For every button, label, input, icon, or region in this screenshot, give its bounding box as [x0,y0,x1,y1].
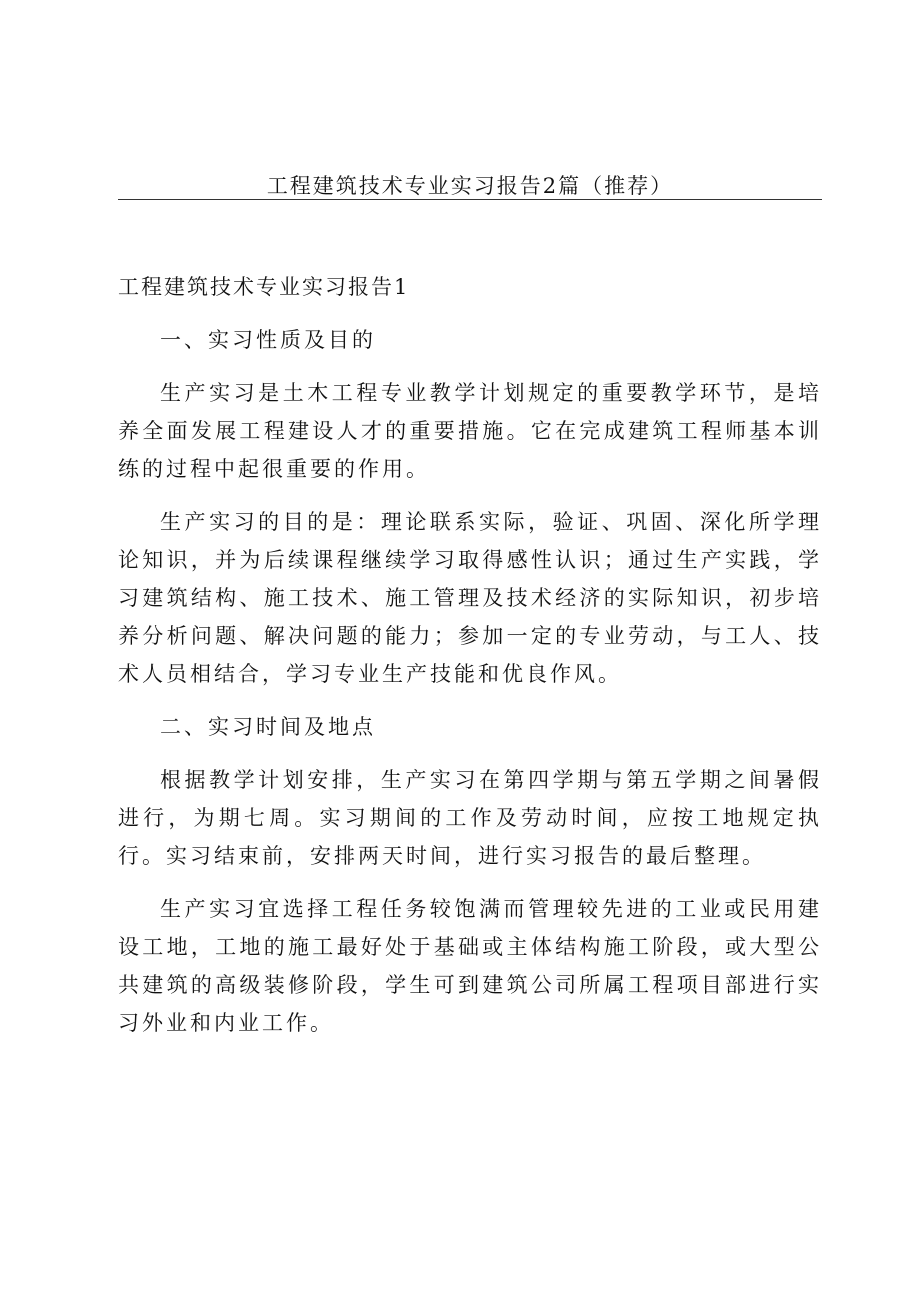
report-title: 工程建筑技术专业实习报告1 [118,275,410,299]
paragraph: 生产实习宜选择工程任务较饱满而管理较先进的工业或民用建设工地，工地的施工最好处于基础或主体结构施工阶段，或大型公共建筑的高级装修阶段，学生可到建筑公司所属工程项目部进行实习外业和内业工作。 [118,897,822,1035]
title-underline [118,199,822,200]
section-heading-time-location: 二、实习时间及地点 [160,715,376,739]
document-body [118,268,822,1057]
section-heading-purpose: 一、实习性质及目的 [160,328,376,352]
paragraph: 生产实习是土木工程专业教学计划规定的重要教学环节，是培养全面发展工程建设人才的重要措施。它在完成建筑工程师基本训练的过程中起很重要的作用。 [118,381,822,481]
paragraph: 根据教学计划安排，生产实习在第四学期与第五学期之间暑假进行，为期七周。实习期间的工作及劳动时间，应按工地规定执行。实习结束前，安排两天时间，进行实习报告的最后整理。 [118,768,822,868]
paragraph: 生产实习的目的是：理论联系实际，验证、巩固、深化所学理论知识，并为后续课程继续学习取得感性认识；通过生产实践，学习建筑结构、施工技术、施工管理及技术经济的实际知识，初步培养分析问题、解决问题的能力；参加一定的专业劳动，与工人、技术人员相结合，学习专业生产技能和优良作风。 [118,510,822,686]
document-title: 工程建筑技术专业实习报告2篇（推荐） [266,174,674,198]
